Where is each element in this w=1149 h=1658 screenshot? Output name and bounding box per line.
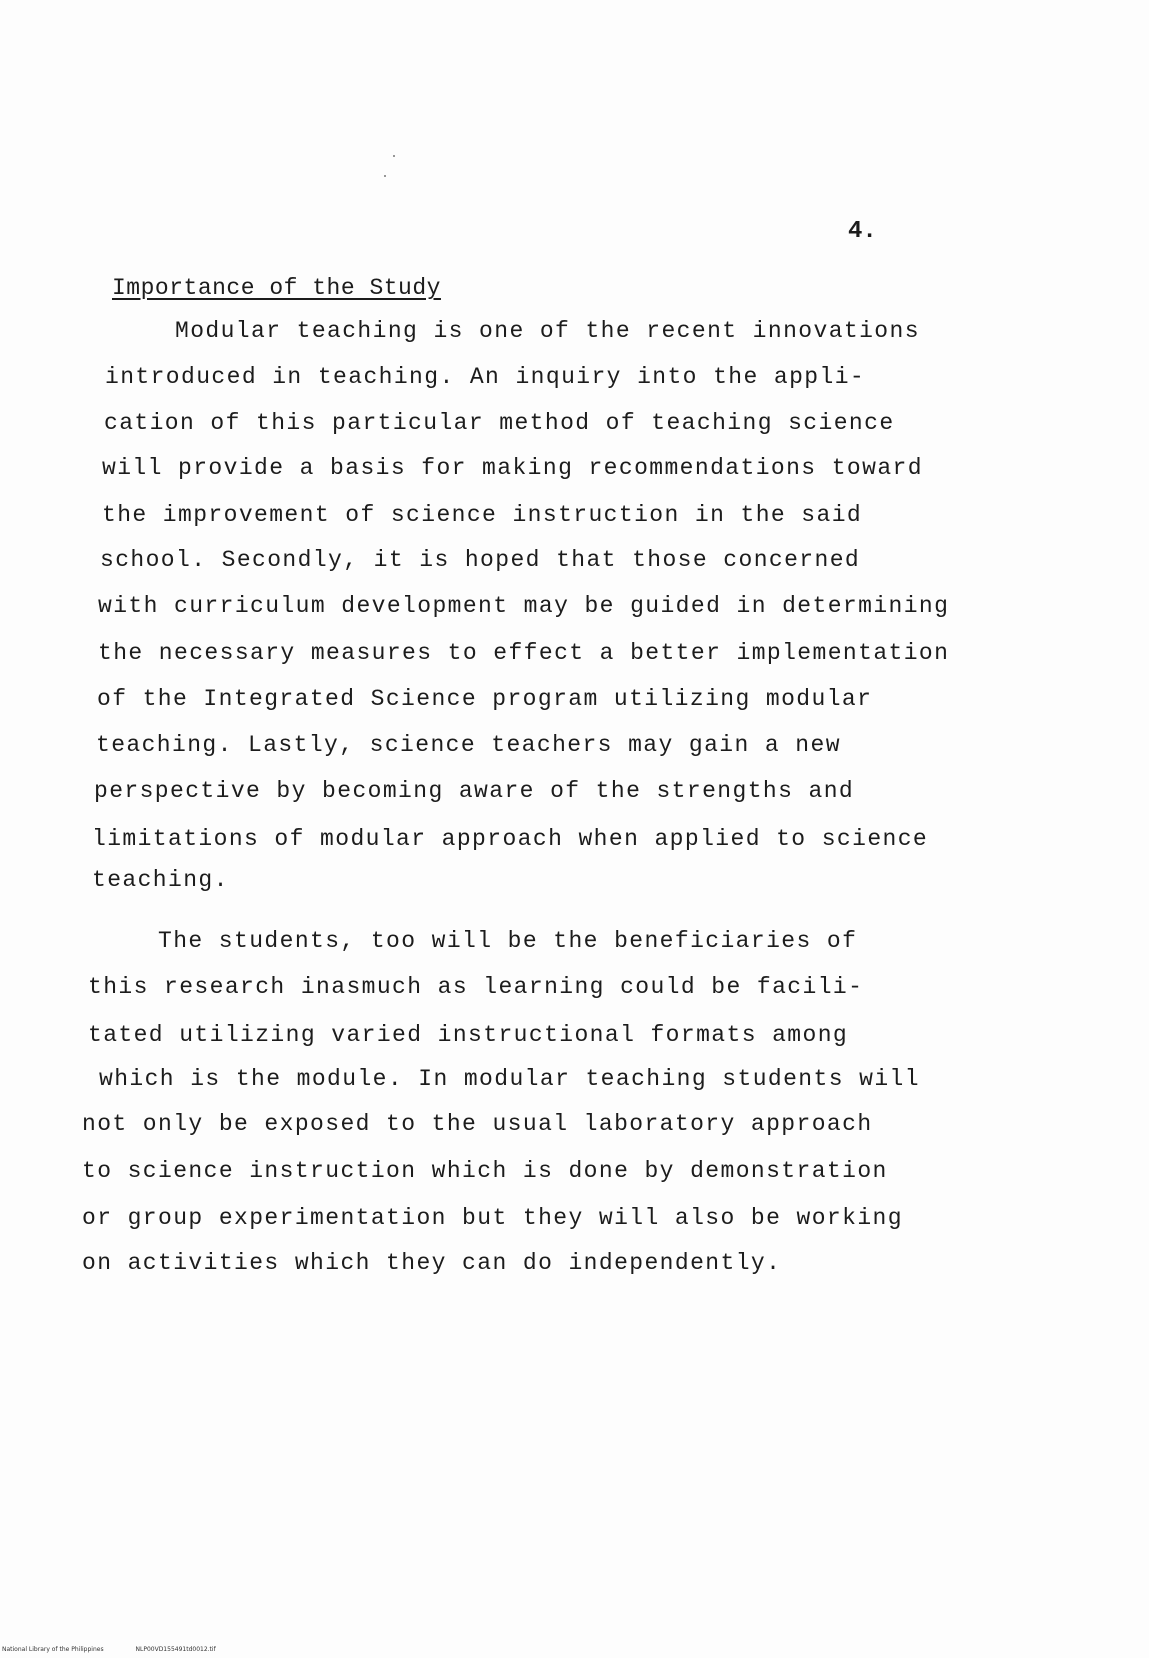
paragraph1-line: cation of this particular method of teaching science bbox=[104, 410, 895, 436]
paragraph2-line: to science instruction which is done by demonstration bbox=[82, 1158, 888, 1184]
paragraph1-line: limitations of modular approach when applied to science bbox=[92, 826, 929, 852]
paragraph1-line: with curriculum development may be guided in determining bbox=[98, 593, 950, 619]
paragraph1-line: of the Integrated Science program utilizing modular bbox=[97, 686, 873, 712]
section-heading: Importance of the Study bbox=[112, 275, 441, 301]
footer-library: National Library of the Philippines bbox=[2, 1646, 104, 1653]
scan-speck bbox=[384, 175, 386, 177]
paragraph2-line: or group experimentation but they will also be working bbox=[82, 1205, 903, 1231]
paragraph2-line: not only be exposed to the usual laboratory approach bbox=[82, 1111, 873, 1137]
paragraph2-line: tated utilizing varied instructional formats among bbox=[88, 1022, 849, 1048]
paragraph1-line: teaching. bbox=[92, 867, 229, 893]
paragraph2-line: which is the module. In modular teaching students will bbox=[99, 1066, 920, 1092]
paragraph1-line: introduced in teaching. An inquiry into the appli- bbox=[105, 364, 866, 390]
paragraph1-line: will provide a basis for making recommendations toward bbox=[102, 455, 923, 481]
scan-speck bbox=[393, 155, 395, 157]
page-number: 4. bbox=[848, 218, 877, 245]
paragraph1-line: the necessary measures to effect a better implementation bbox=[98, 640, 950, 666]
paragraph2-line: this research inasmuch as learning could be facili- bbox=[88, 974, 864, 1000]
paragraph1-line: Modular teaching is one of the recent innovations bbox=[175, 318, 920, 344]
paragraph1-line: the improvement of science instruction in the said bbox=[102, 502, 863, 528]
paragraph1-line: perspective by becoming aware of the strengths and bbox=[94, 778, 855, 804]
paragraph2-line: The students, too will be the beneficiaries of bbox=[158, 928, 858, 954]
paragraph1-line: school. Secondly, it is hoped that those concerned bbox=[100, 547, 861, 573]
footer-file-id: NLP00VD155491td0012.tif bbox=[135, 1646, 216, 1653]
scan-footer bbox=[2, 1646, 246, 1653]
paragraph2-line: on activities which they can do independently. bbox=[82, 1250, 782, 1276]
paragraph1-line: teaching. Lastly, science teachers may gain a new bbox=[96, 732, 841, 758]
